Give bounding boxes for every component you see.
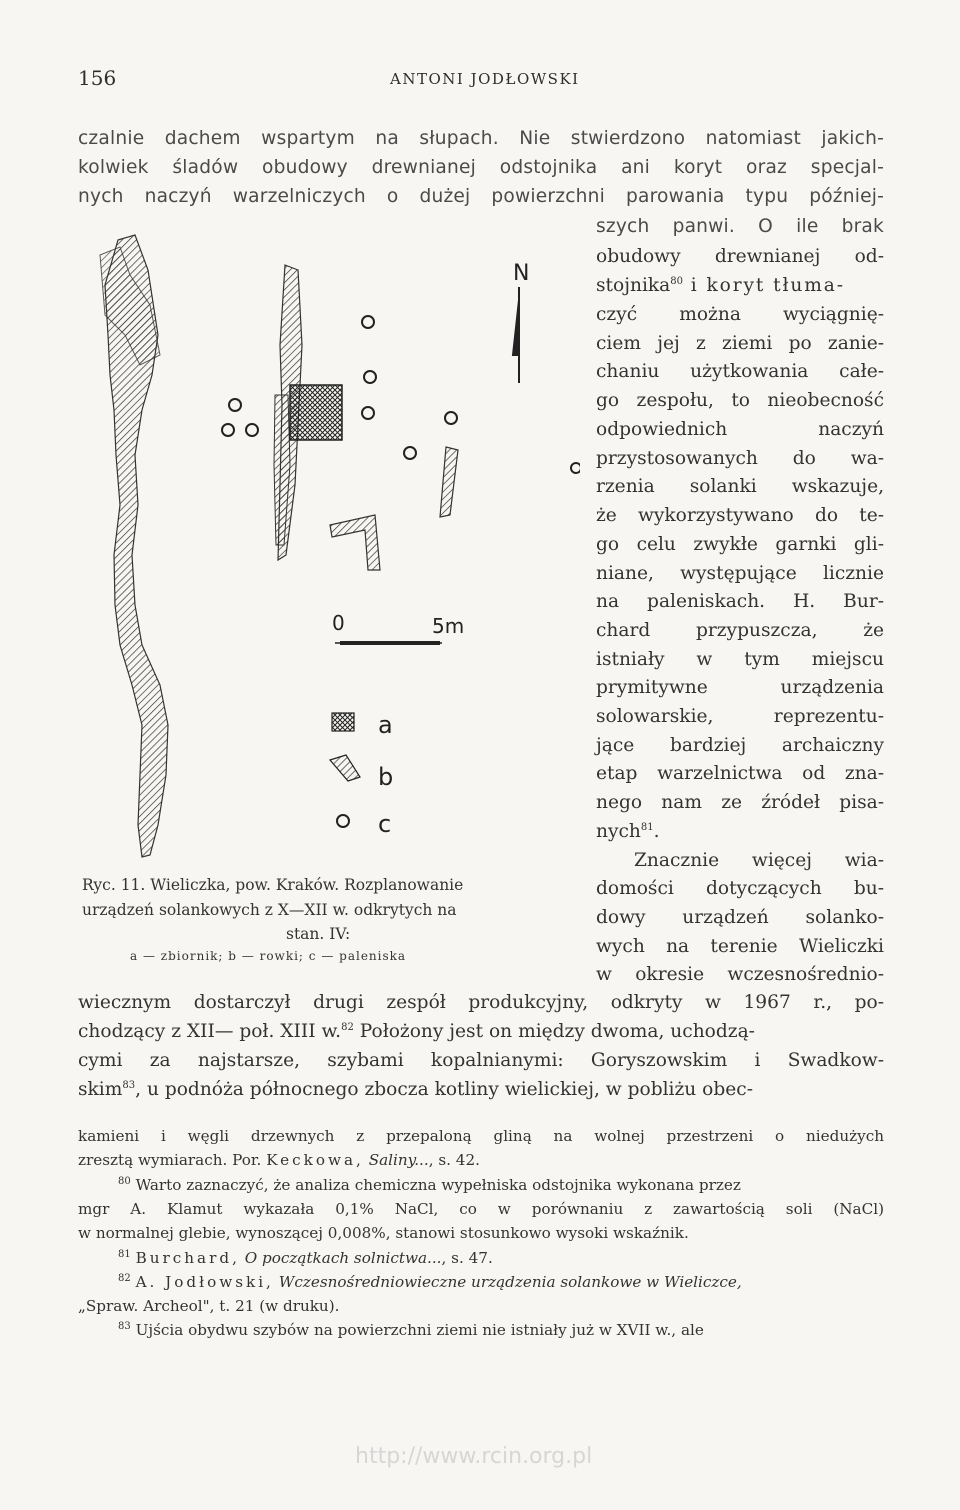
text-line: nego nam ze źródeł pisa- — [596, 792, 884, 813]
text-fragment: , u podnóża północnego zbocza kotliny wielickiej, w pobliżu obec- — [135, 1079, 753, 1100]
text-line: przystosowanych do wa- — [596, 448, 884, 469]
footnote-ref: 80 — [670, 275, 683, 287]
footnote-83 — [118, 1321, 704, 1339]
text-line: wych na terenie Wieliczki — [596, 936, 884, 957]
figure-caption-line: urządzeń solankowych z X—XII w. odkrytych na — [82, 901, 457, 919]
groove-right — [440, 447, 458, 517]
text-line: obudowy drewnianej od- — [596, 246, 884, 267]
text-fragment: , s. 47. — [441, 1249, 493, 1267]
legend-a: a — [378, 711, 393, 739]
text-line — [596, 275, 884, 296]
footnote-line: w normalnej glebie, wynoszącej 0,008%, stanowi stosunkowo wysoki wskaźnik. — [78, 1224, 689, 1242]
text-line: domości dotyczących bu- — [596, 878, 884, 899]
footnote-line — [78, 1151, 480, 1169]
footnote-80 — [118, 1176, 884, 1194]
footnote-number: 83 — [118, 1320, 131, 1332]
text-line: że wykorzystywano do te- — [596, 505, 884, 526]
text-line: dowy urządzeń solanko- — [596, 907, 884, 928]
text-fragment: Warto zaznaczyć, że analiza chemiczna wypełniska odstojnika wykonana przez — [135, 1176, 741, 1194]
text-line — [78, 1021, 884, 1042]
footnote-line: mgr A. Klamut wykazała 0,1% NaCl, co w porównaniu z zawartością soli (NaCl) — [78, 1200, 884, 1218]
running-head: ANTONI JODŁOWSKI — [390, 70, 580, 88]
legend-b: b — [378, 763, 394, 791]
text-line: ciem jej z ziemi po zanie- — [596, 333, 884, 354]
text-line: chaniu użytkowania całe- — [596, 361, 884, 382]
figure-caption-line: stan. IV: — [286, 925, 351, 943]
text-line: czalnie dachem wspartym na słupach. Nie stwierdzono natomiast jakich- — [78, 128, 884, 149]
reservoir — [290, 385, 342, 440]
text-fragment: i koryt tłuma- — [682, 275, 845, 296]
text-line: kolwiek śladów obudowy drewnianej odstojnika ani koryt oraz specjal- — [78, 157, 884, 178]
text-line: szych panwi. O ile brak — [596, 216, 884, 237]
footnote-line: „Spraw. Archeol", t. 21 (w druku). — [78, 1297, 340, 1315]
text-line — [596, 821, 660, 842]
footnote-line: kamieni i węgli drzewnych z przepaloną gliną na wolnej przestrzeni o niedużych — [78, 1127, 884, 1145]
legend-c: c — [378, 810, 392, 838]
text-fragment: skim — [78, 1079, 123, 1100]
footnote-number: 82 — [118, 1272, 131, 1284]
scale-start: 0 — [332, 611, 345, 635]
text-line: chard przypuszcza, że — [596, 620, 884, 641]
scale-end: 5m — [432, 614, 465, 638]
text-line: na paleniskach. H. Bur- — [596, 591, 884, 612]
text-fragment: stojnika — [596, 275, 671, 296]
figure-legend-caption: a — zbiornik; b — rowki; c — paleniska — [130, 949, 407, 963]
footnote-81 — [118, 1249, 493, 1267]
text-fragment: nych — [596, 821, 641, 842]
text-line: rzenia solanki wskazuje, — [596, 476, 884, 497]
text-line: jące bardziej archaiczny — [596, 735, 884, 756]
text-fragment: Położony jest on między dwoma, uchodzą- — [353, 1021, 755, 1042]
text-line: etap warzelnictwa od zna- — [596, 763, 884, 784]
text-line: odpowiednich naczyń — [596, 419, 884, 440]
page-number: 156 — [78, 66, 117, 90]
site-plan-figure — [80, 225, 580, 875]
work-title: Wczesnośredniowieczne urządzenia solankowe w Wieliczce, — [278, 1273, 742, 1291]
text-line: go zespołu, to nieobecność — [596, 390, 884, 411]
author-name: Keckowa, — [266, 1151, 364, 1169]
text-line: czyć można wyciągnię- — [596, 304, 884, 325]
text-line: w okresie wczesnośrednio- — [596, 964, 884, 985]
groove-corner — [330, 515, 380, 570]
footnote-82 — [118, 1273, 742, 1291]
north-label: N — [513, 261, 530, 286]
footnote-ref: 81 — [640, 821, 654, 833]
text-line — [78, 1079, 884, 1100]
author-name: Burchard, — [135, 1249, 240, 1267]
text-line: istniały w tym miejscu — [596, 649, 884, 670]
work-title: O początkach solnictwa... — [244, 1249, 442, 1267]
legend — [330, 711, 393, 838]
work-title: Saliny... — [368, 1151, 429, 1169]
text-fragment: , s. 42. — [428, 1151, 480, 1169]
text-line: go celu zwykłe garnki gli- — [596, 534, 884, 555]
text-line: prymitywne urządzenia — [596, 677, 884, 698]
text-fragment: zresztą wymiarach. Por. — [78, 1151, 267, 1169]
text-line: wiecznym dostarczył drugi zespół produkcyjny, odkryty w 1967 r., po- — [78, 992, 884, 1013]
text-line: nych naczyń warzelniczych o dużej powierzchni parowania typu później- — [78, 186, 884, 207]
footnote-number: 81 — [118, 1248, 131, 1260]
text-line: cymi za najstarsze, szybami kopalnianymi: Goryszowskim i Swadkow- — [78, 1050, 884, 1071]
text-fragment: chodzący z XII— poł. XIII w. — [78, 1021, 342, 1042]
text-line: niane, występujące licznie — [596, 563, 884, 584]
author-name: A. Jodłowski, — [135, 1273, 274, 1291]
north-arrow-icon — [513, 287, 519, 383]
figure-caption-line: Ryc. 11. Wieliczka, pow. Kraków. Rozplanowanie — [82, 876, 464, 894]
text-fragment: . — [653, 821, 660, 842]
footnote-number: 80 — [118, 1175, 131, 1187]
text-line: solowarskie, reprezentu- — [596, 706, 884, 727]
footnote-ref: 83 — [122, 1079, 136, 1091]
text-line: Znacznie więcej wia- — [634, 850, 884, 871]
text-fragment: Ujścia obydwu szybów na powierzchni ziemi nie istniały już w XVII w., ale — [135, 1321, 704, 1339]
source-url-watermark: http://www.rcin.org.pl — [355, 1444, 593, 1469]
footnote-ref: 82 — [341, 1021, 354, 1033]
